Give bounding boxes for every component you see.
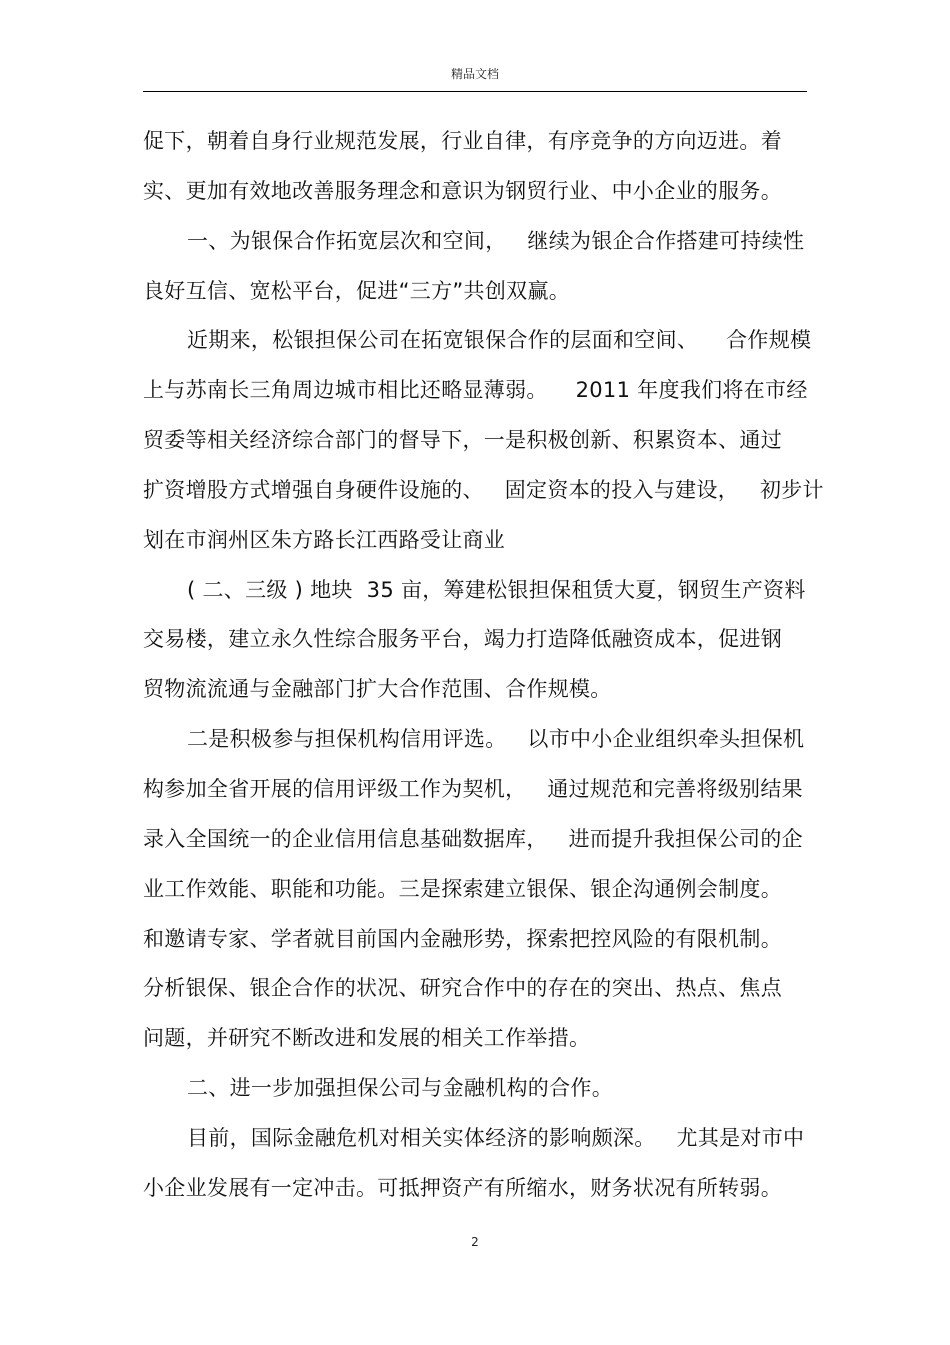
text-line: 分析银保、银企合作的状况、研究合作中的存在的突出、热点、焦点: [143, 976, 782, 1001]
text-line: 良好互信、宽松平台，促进“三方”共创双赢。: [143, 278, 571, 303]
page-header-title: 精品文档: [450, 67, 499, 81]
text-line: 问题，并研究不断改进和发展的相关工作举措。: [143, 1026, 591, 1051]
text-line-indented: 近期来，松银担保公司在拓宽银保合作的层面和空间、 合作规模: [187, 328, 812, 353]
text-line-indented: 目前，国际金融危机对相关实体经济的影响颇深。 尤其是对市中: [187, 1125, 805, 1150]
text-line-indented: 一、为银保合作拓宽层次和空间， 继续为银企合作搭建可持续性: [187, 228, 805, 253]
text-line: 业工作效能、职能和功能。三是探索建立银保、银企沟通例会制度。: [143, 876, 782, 901]
text-line-indented: 二是积极参与担保机构信用评选。 以市中小企业组织牵头担保机: [187, 727, 805, 752]
document-body: [143, 117, 823, 1214]
text-line: 贸委等相关经济综合部门的督导下，一是积极创新、积累资本、通过: [143, 428, 782, 453]
text-line: 构参加全省开展的信用评级工作为契机， 通过规范和完善将级别结果: [143, 776, 803, 801]
text-line: 划在市润州区朱方路长江西路受让商业: [143, 527, 506, 552]
text-line-indented: ( 二、三级 ) 地块 35 亩，筹建松银担保租赁大夏，钢贸生产资料: [187, 577, 806, 602]
text-line: 实、更加有效地改善服务理念和意识为钢贸行业、中小企业的服务。: [143, 178, 782, 203]
text-line: 和邀请专家、学者就目前国内金融形势，探索把控风险的有限机制。: [143, 926, 782, 951]
text-line: 促下，朝着自身行业规范发展，行业自律，有序竞争的方向迈进。着: [143, 129, 782, 153]
text-line: 小企业发展有一定冲击。可抵押资产有所缩水，财务状况有所转弱。: [143, 1175, 782, 1200]
text-line: 贸物流流通与金融部门扩大合作范围、合作规模。: [143, 677, 612, 702]
text-line: 录入全国统一的企业信用信息基础数据库， 进而提升我担保公司的企: [143, 826, 803, 851]
text-line-indented: 二、进一步加强担保公司与金融机构的合作。: [187, 1076, 613, 1101]
text-line: 交易楼，建立永久性综合服务平台，竭力打造降低融资成本，促进钢: [143, 627, 782, 652]
text-line: 上与苏南长三角周边城市相比还略显薄弱。 2011 年度我们将在市经: [143, 378, 808, 403]
header-divider: [143, 91, 807, 92]
page-number: 2: [471, 1235, 479, 1249]
text-line: 扩资增股方式增强自身硬件设施的、 固定资本的投入与建设， 初步计: [143, 477, 824, 502]
